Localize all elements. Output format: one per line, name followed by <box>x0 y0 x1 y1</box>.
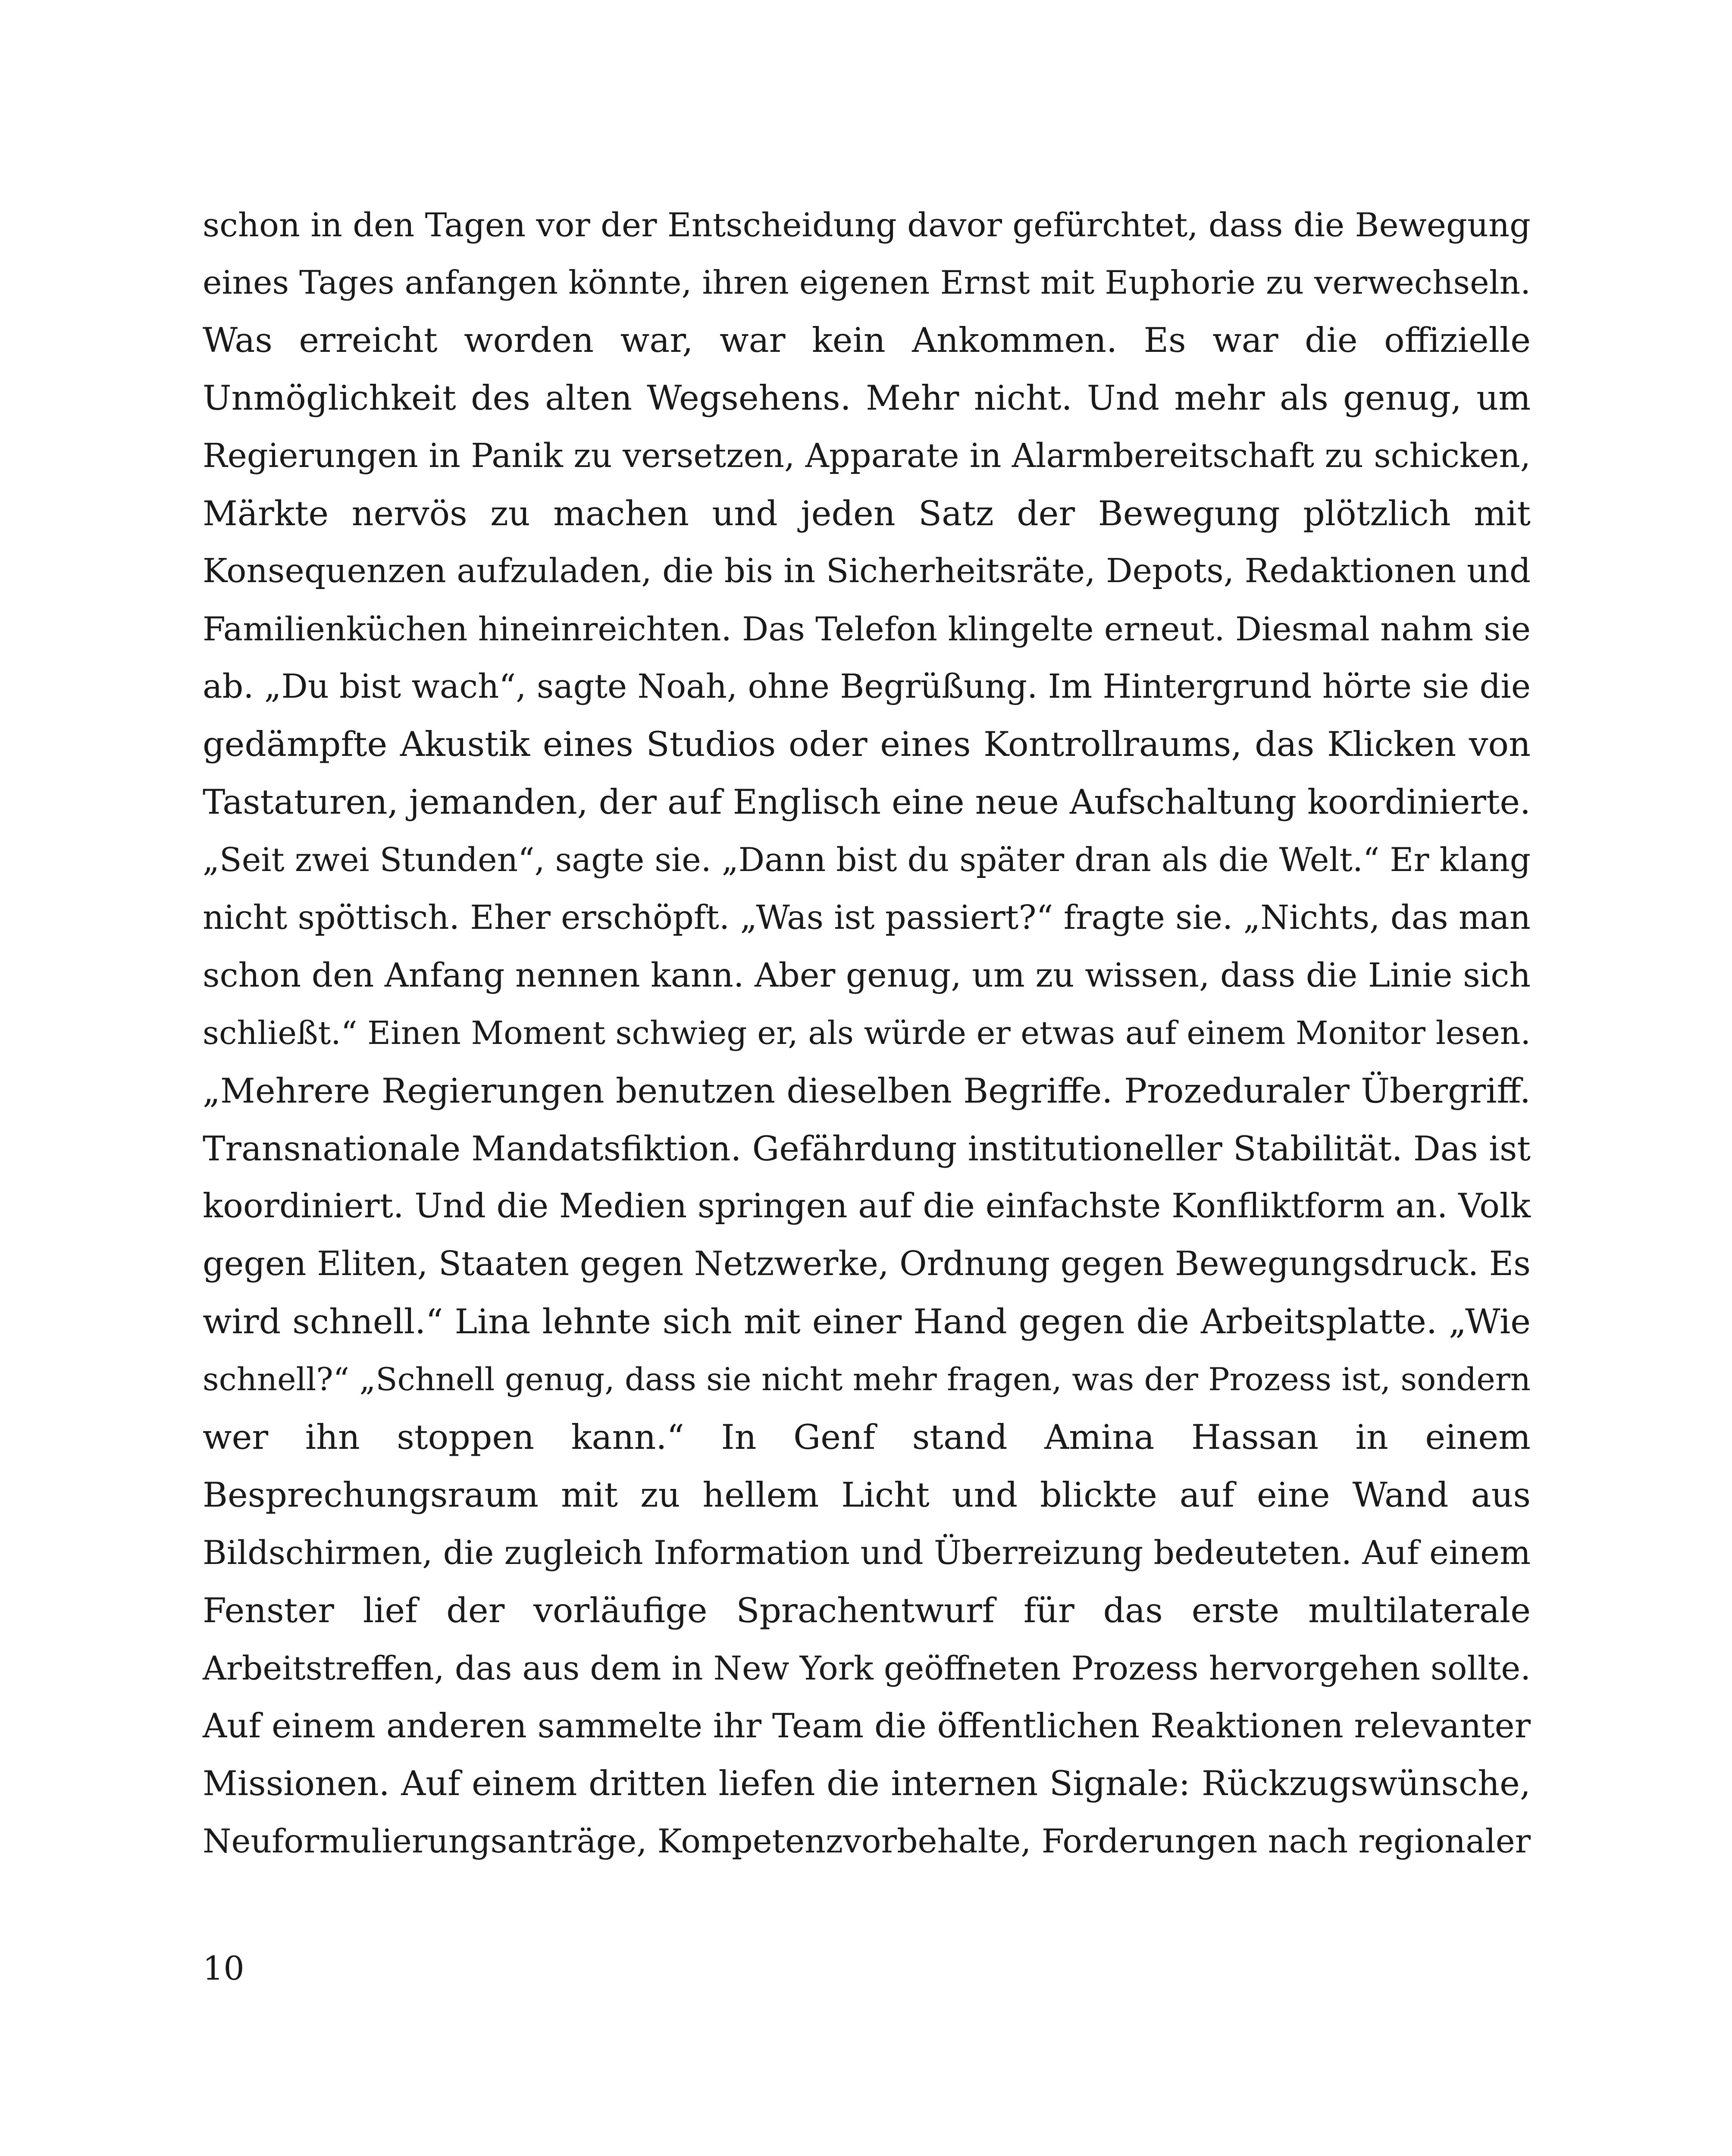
text-line: Bildschirmen, die zugleich Information und Überreizung bedeuteten. Auf einem <box>203 1533 1531 1572</box>
text-line: „Seit zwei Stunden“, sagte sie. „Dann bist du später dran als die Welt.“ Er klang <box>203 840 1531 879</box>
text-line: wird schnell.“ Lina lehnte sich mit einer Hand gegen die Arbeitsplatte. „Wie <box>203 1302 1531 1342</box>
body-text <box>203 196 1531 1871</box>
text-line: Unmöglichkeit des alten Wegsehens. Mehr nicht. Und mehr als genug, um <box>203 378 1531 418</box>
text-line: Was erreicht worden war, war kein Ankommen. Es war die offizielle <box>203 320 1531 360</box>
text-line: Märkte nervös zu machen und jeden Satz der Bewegung plötzlich mit <box>203 493 1531 533</box>
text-line: Konsequenzen aufzuladen, die bis in Sicherheitsräte, Depots, Redaktionen und <box>203 552 1531 591</box>
text-line: Auf einem anderen sammelte ihr Team die öffentlichen Reaktionen relevanter <box>203 1706 1531 1745</box>
text-line: koordiniert. Und die Medien springen auf die einfachste Konfliktform an. Volk <box>203 1187 1531 1226</box>
text-line: Regierungen in Panik zu versetzen, Apparate in Alarmbereitschaft zu schicken, <box>203 436 1531 475</box>
text-line: schließt.“ Einen Moment schwieg er, als würde er etwas auf einem Monitor lesen. <box>203 1014 1531 1052</box>
text-line: Tastaturen, jemanden, der auf Englisch eine neue Aufschaltung koordinierte. <box>203 782 1531 822</box>
text-line: gedämpfte Akustik eines Studios oder eines Kontrollraums, das Klicken von <box>203 724 1531 765</box>
text-line: Familienküchen hineinreichten. Das Telefon klingelte erneut. Diesmal nahm sie <box>203 610 1531 649</box>
text-line: „Mehrere Regierungen benutzen dieselben Begriffe. Prozeduraler Übergriff. <box>203 1071 1531 1111</box>
text-line: Neuformulierungsanträge, Kompetenzvorbehalte, Forderungen nach regionaler <box>203 1822 1531 1861</box>
text-line: schnell?“ „Schnell genug, dass sie nicht mehr fragen, was der Prozess ist, sondern <box>203 1361 1531 1398</box>
text-line: Fenster lief der vorläufige Sprachentwurf für das erste multilaterale <box>203 1590 1531 1630</box>
text-line: schon in den Tagen vor der Entscheidung davor gefürchtet, dass die Bewegung <box>203 206 1531 244</box>
text-line: nicht spöttisch. Eher erschöpft. „Was ist passiert?“ fragte sie. „Nichts, das man <box>203 898 1531 937</box>
text-line: Transnationale Mandatsfiktion. Gefährdung institutioneller Stabilität. Das ist <box>203 1128 1531 1169</box>
text-line: eines Tages anfangen könnte, ihren eigenen Ernst mit Euphorie zu verwechseln. <box>203 263 1531 301</box>
text-line: ab. „Du bist wach“, sagte Noah, ohne Begrüßung. Im Hintergrund hörte sie die <box>203 667 1531 706</box>
text-line: Besprechungsraum mit zu hellem Licht und blickte auf eine Wand aus <box>203 1475 1531 1515</box>
text-line: gegen Eliten, Staaten gegen Netzwerke, Ordnung gegen Bewegungsdruck. Es <box>203 1244 1531 1284</box>
text-line: Missionen. Auf einem dritten liefen die internen Signale: Rückzugswünsche, <box>203 1764 1531 1804</box>
text-line: Arbeitstreffen, das aus dem in New York geöffneten Prozess hervorgehen sollte. <box>203 1649 1531 1687</box>
text-line: wer ihn stoppen kann.“ In Genf stand Amina Hassan in einem <box>203 1417 1531 1457</box>
text-line: schon den Anfang nennen kann. Aber genug, um zu wissen, dass die Linie sich <box>203 956 1531 995</box>
page-number: 10 <box>203 1949 244 1987</box>
